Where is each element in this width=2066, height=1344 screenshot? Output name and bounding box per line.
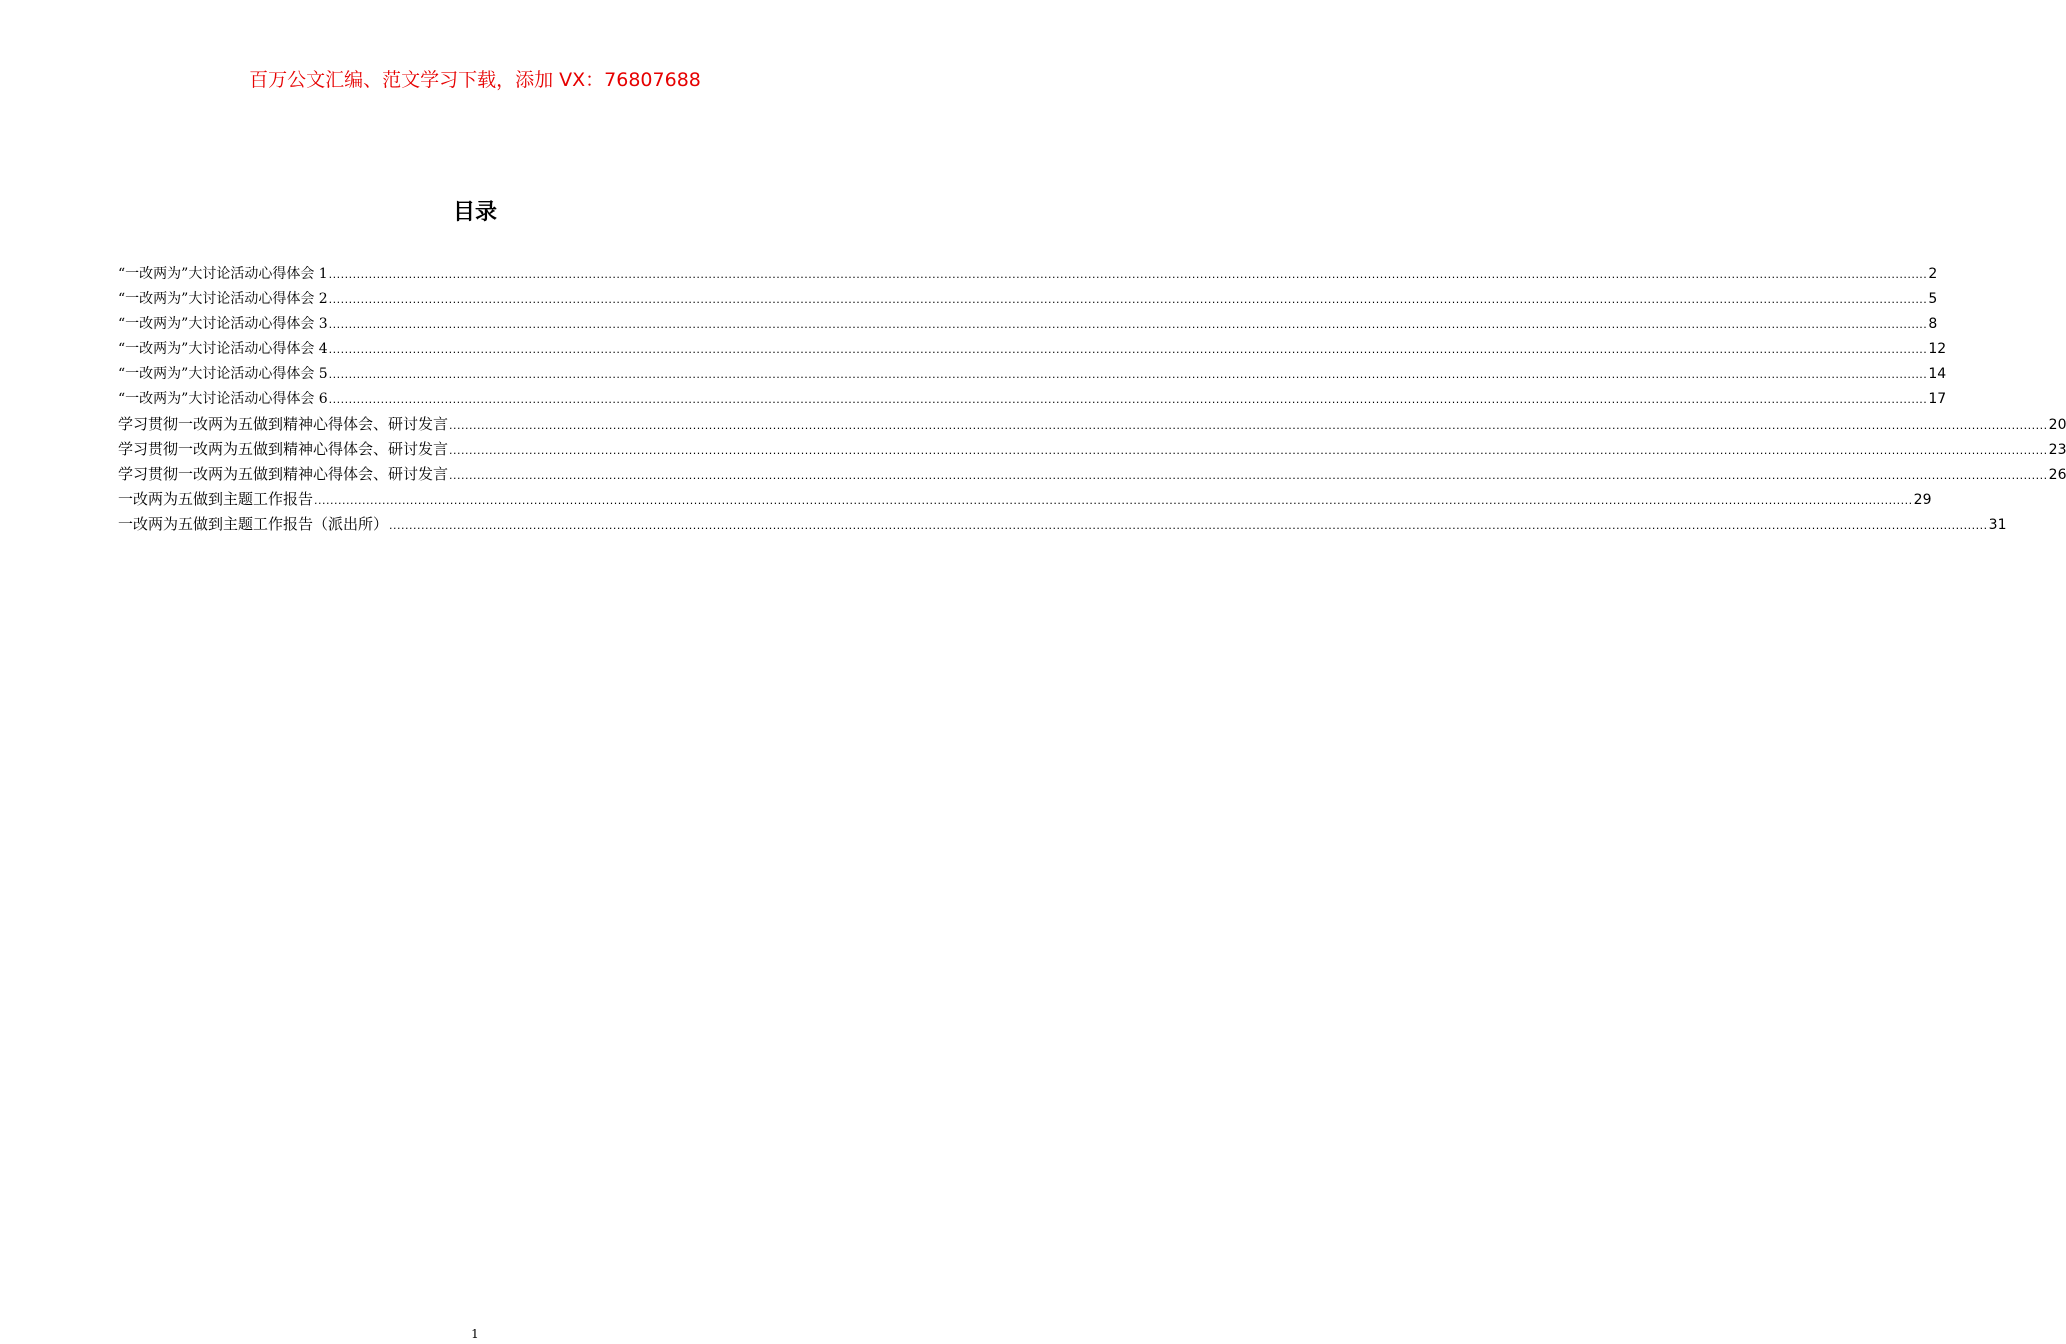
toc-entry-page-number: 26 — [2048, 467, 2066, 483]
toc-dot-leader: ................................................................................................................................................................................................................................................................................................................................................................................................................ — [328, 318, 1928, 331]
toc-entry-page-number: 17 — [1928, 391, 1947, 407]
toc-entry-page-number: 23 — [2048, 442, 2066, 458]
toc-entry-page-number: 14 — [1928, 366, 1947, 382]
toc-dot-leader: ................................................................................................................................................................................................................................................................................................................................................................................................................ — [449, 444, 2048, 457]
toc-entry-title: 学习贯彻一改两为五做到精神心得体会、研讨发言 — [118, 465, 449, 483]
toc-entry-page-number: 5 — [1928, 291, 1938, 307]
download-notice-header: 百万公文汇编、范文学习下载，添加 VX：76807688 — [249, 69, 701, 91]
toc-entry-title: 一改两为五做到主题工作报告（派出所） — [118, 515, 389, 533]
toc-entry[interactable] — [118, 437, 2066, 462]
page-title: 目录 — [452, 200, 497, 225]
toc-entry-title: “一改两为”大讨论活动心得体会 6 — [118, 391, 328, 407]
toc-entry[interactable] — [118, 287, 1938, 312]
toc-entry-title: 学习贯彻一改两为五做到精神心得体会、研讨发言 — [118, 415, 449, 433]
toc-entry-title: “一改两为”大讨论活动心得体会 2 — [118, 291, 328, 307]
toc-entry[interactable] — [118, 362, 1947, 387]
table-of-contents — [118, 262, 2066, 537]
toc-entry-title: 一改两为五做到主题工作报告 — [118, 490, 314, 508]
toc-dot-leader: ................................................................................................................................................................................................................................................................................................................................................................................................................ — [328, 393, 1928, 406]
toc-entry[interactable] — [118, 462, 2066, 487]
toc-entry-title: “一改两为”大讨论活动心得体会 5 — [118, 366, 328, 382]
toc-entry[interactable] — [118, 312, 1938, 337]
toc-dot-leader: ................................................................................................................................................................................................................................................................................................................................................................................................................ — [328, 368, 1928, 381]
toc-entry-page-number: 8 — [1928, 316, 1938, 332]
toc-dot-leader: ................................................................................................................................................................................................................................................................................................................................................................................................................ — [314, 494, 1913, 507]
page-number: 1 — [471, 1327, 479, 1341]
toc-entry-page-number: 31 — [1988, 517, 2007, 533]
toc-entry[interactable] — [118, 337, 1947, 362]
toc-entry[interactable] — [118, 512, 2007, 537]
toc-entry-page-number: 29 — [1913, 492, 1932, 508]
toc-dot-leader: ................................................................................................................................................................................................................................................................................................................................................................................................................ — [449, 469, 2048, 482]
toc-entry-title: 学习贯彻一改两为五做到精神心得体会、研讨发言 — [118, 440, 449, 458]
toc-entry-page-number: 2 — [1928, 266, 1938, 282]
toc-entry[interactable] — [118, 387, 1947, 412]
toc-dot-leader: ................................................................................................................................................................................................................................................................................................................................................................................................................ — [449, 419, 2048, 432]
toc-entry-page-number: 12 — [1928, 341, 1947, 357]
toc-entry-title: “一改两为”大讨论活动心得体会 4 — [118, 341, 328, 357]
toc-dot-leader: ................................................................................................................................................................................................................................................................................................................................................................................................................ — [389, 519, 1988, 532]
toc-entry[interactable] — [118, 487, 1932, 512]
toc-entry[interactable] — [118, 412, 2066, 437]
toc-entry[interactable] — [118, 262, 1938, 287]
toc-dot-leader: ................................................................................................................................................................................................................................................................................................................................................................................................................ — [328, 343, 1928, 356]
toc-entry-title: “一改两为”大讨论活动心得体会 3 — [118, 316, 328, 332]
toc-entry-page-number: 20 — [2048, 417, 2066, 433]
toc-entry-title: “一改两为”大讨论活动心得体会 1 — [118, 266, 328, 282]
toc-dot-leader: ................................................................................................................................................................................................................................................................................................................................................................................................................ — [328, 268, 1928, 281]
toc-dot-leader: ................................................................................................................................................................................................................................................................................................................................................................................................................ — [328, 293, 1928, 306]
